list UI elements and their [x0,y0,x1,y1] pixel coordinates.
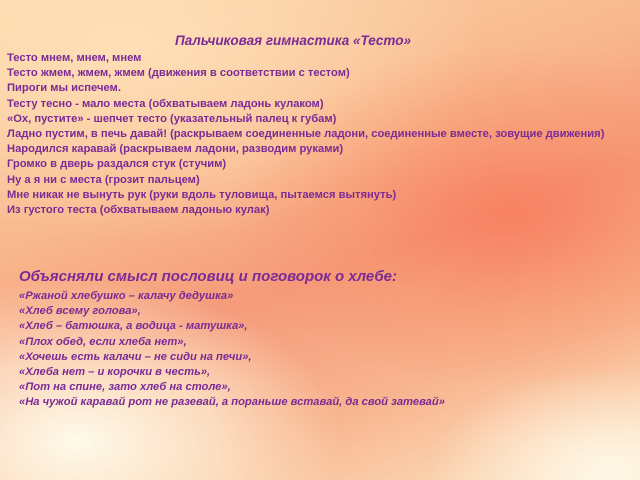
gymnastics-line: Тесту тесно - мало места (обхватываем ладонь кулаком) [7,97,324,110]
gymnastics-line: Пироги мы испечем. [7,82,121,95]
gymnastics-title: Пальчиковая гимнастика «Тесто» [175,33,411,48]
proverb-line: «На чужой каравай рот не разевай, а пораньше вставай, да свой затевай» [19,396,445,409]
proverb-line: «Ржаной хлебушко – калачу дедушка» [19,290,234,302]
proverb-line: «Плох обед, если хлеба нет», [19,335,187,348]
gymnastics-line: Из густого теста (обхватываем ладонью кулак) [7,204,270,217]
proverb-line: «Хлеб всему голова», [19,305,141,318]
proverbs-title: Объясняли смысл пословиц и поговорок о хлебе: [19,268,398,285]
gymnastics-line: Громко в дверь раздался стук (стучим) [7,158,227,171]
gymnastics-line: Тесто мнем, мнем, мнем [7,52,142,64]
proverb-line: «Пот на спине, зато хлеб на столе», [19,381,231,394]
proverb-line: «Хочешь есть калачи – не сиди на печи», [19,350,252,363]
gymnastics-line: Ладно пустим, в печь давай! (раскрываем соединенные ладони, соединенные вместе, зовущие движения) [7,128,605,141]
proverb-line: «Хлеба нет – и корочки в честь», [19,366,211,379]
proverb-line: «Хлеб – батюшка, а водица - матушка», [19,320,248,333]
gymnastics-line: Мне никак не вынуть рук (руки вдоль туловища, пытаемся вытянуть) [7,188,397,201]
finger-gymnastics-section [7,33,633,218]
gymnastics-line: Ну а я ни с места (грозит пальцем) [7,173,200,186]
gymnastics-line: «Ох, пустите» - шепчет тесто (указательный палец к губам) [7,112,337,125]
gymnastics-line: Народился каравай (раскрываем ладони, разводим руками) [7,143,344,156]
proverbs-section [19,268,629,411]
gymnastics-line: Тесто жмем, жмем, жмем (движения в соответствии с тестом) [7,67,350,80]
